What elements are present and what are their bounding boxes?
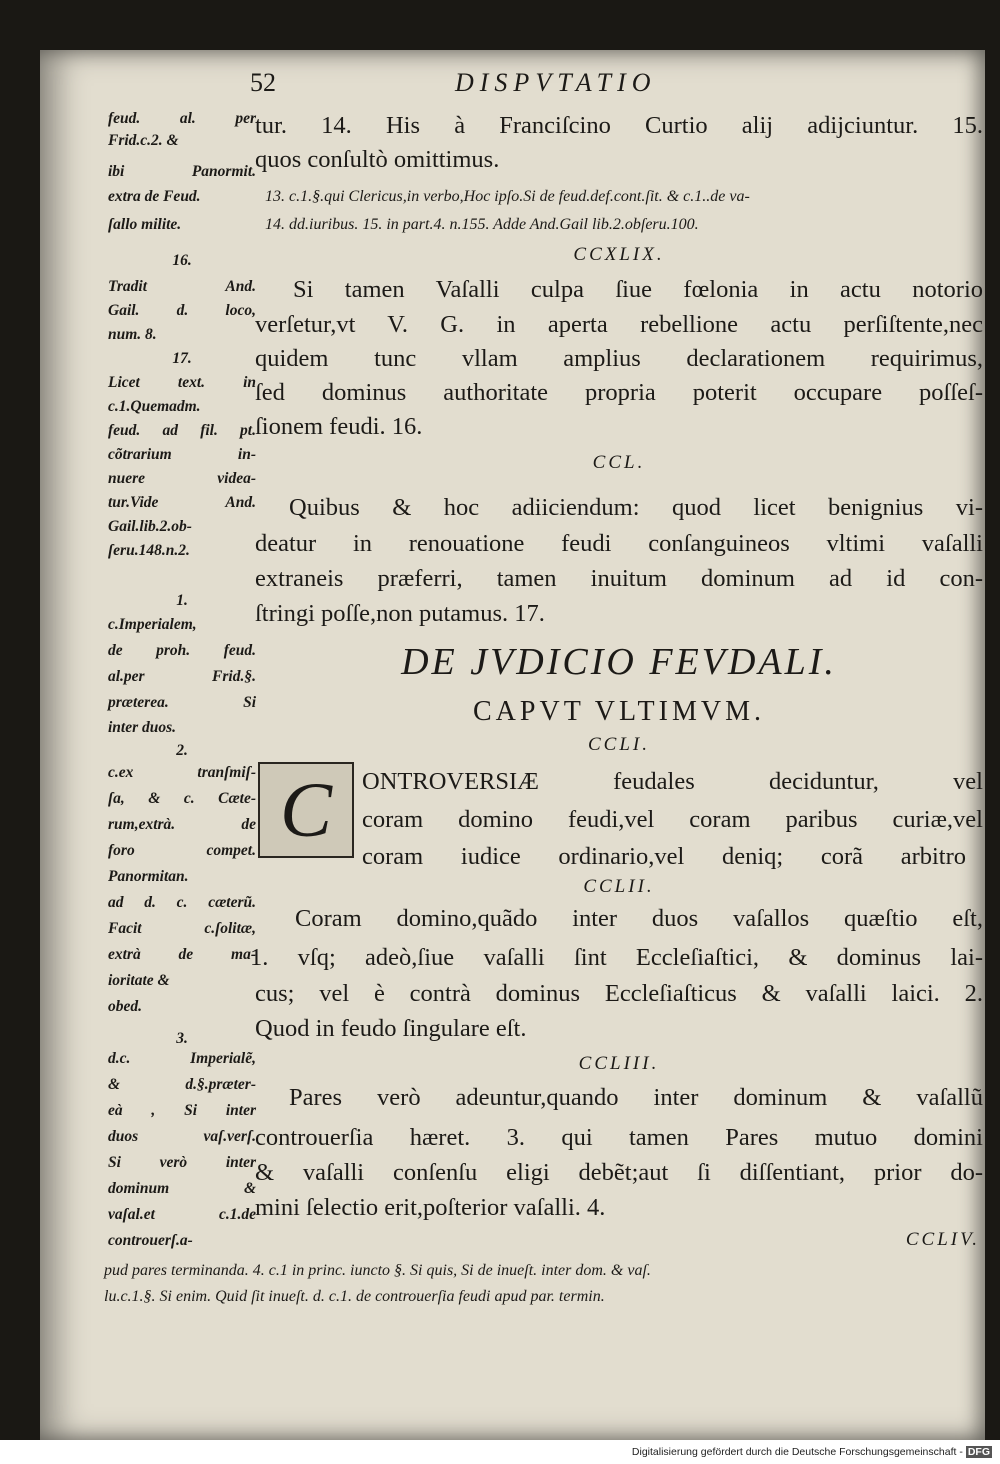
margin-note-line: ſeru.148.n.2.: [108, 542, 190, 559]
text-line: 1. vſq; adeò,ſiue vaſalli ſint Eccleſiaſtici, & dominus lai-: [250, 944, 983, 971]
text-line: ſionem feudi. 16.: [255, 413, 423, 440]
margin-note-number: 16.: [172, 252, 192, 269]
margin-note-line: extra de Feud.: [108, 188, 201, 205]
text-line: tur. 14. His à Franciſcino Curtio alij adijciuntur. 15.: [255, 112, 983, 139]
margin-note-line: extrà de ma-: [108, 946, 256, 963]
margin-note-line: dominum &: [108, 1180, 256, 1197]
margin-note-line: al.per Frid.§.: [108, 668, 256, 685]
footnote-line: 13. c.1.§.qui Clericus,in verbo,Hoc ipſo.Si de feud.def.cont.ſit. & c.1..de va-: [265, 188, 750, 205]
margin-note-line: Gail.lib.2.ob-: [108, 518, 192, 535]
margin-note-line: duos vaſ.verſ.: [108, 1128, 256, 1145]
text-line: extraneis præferri, tamen inuitum dominum ad id con-: [255, 565, 983, 592]
text-line: Si tamen Vaſalli culpa ſiue fœlonia in actu notorio: [293, 276, 983, 303]
chapter-heading: DE JVDICIO FEVDALI.: [401, 641, 837, 683]
margin-note-line: inter duos.: [108, 719, 177, 736]
margin-note-line: & d.§.præter-: [108, 1076, 256, 1093]
text-line: ſed dominus authoritate propria poterit occupare poſſeſ-: [255, 379, 983, 406]
text-line: controuerſia hæret. 3. qui tamen Pares mutuo domini: [255, 1124, 983, 1151]
text-line: coram iudice ordinario,vel deniq; corã arbitro: [362, 843, 966, 870]
margin-note-line: tur.Vide And.: [108, 494, 256, 511]
text-line: Pares verò adeuntur,quando inter dominum & vaſallũ: [289, 1084, 983, 1111]
section-number: CCLIV.: [905, 1229, 980, 1250]
text-line: coram domino feudi,vel coram paribus curiæ,vel: [362, 806, 983, 833]
section-number: CCLIII.: [578, 1053, 660, 1074]
section-number: CCL.: [592, 452, 646, 473]
text-line: Coram domino,quãdo inter duos vaſallos quæſtio eſt,: [295, 905, 983, 932]
section-number: CCLII.: [583, 876, 655, 897]
margin-note-line: præterea. Si: [108, 694, 256, 711]
text-line: quidem tunc vllam amplius declarationem requirimus,: [255, 345, 983, 372]
margin-note-line: Licet text. in: [108, 374, 256, 391]
footnote-line: pud pares terminanda. 4. c.1 in princ. iuncto §. Si quis, Si de inueſt. inter dom. & vaſ.: [104, 1262, 651, 1279]
margin-note-line: rum,extrà. de: [108, 816, 256, 833]
text-line: & vaſalli conſenſu eligi debẽt;aut ſi diſſentiant, prior do-: [255, 1159, 983, 1186]
text-line: deatur in renouatione feudi conſanguineos vltimi vaſalli: [255, 530, 983, 557]
margin-note-number: 2.: [176, 742, 188, 759]
page-number: 52: [250, 68, 276, 97]
margin-note-line: Panormitan.: [108, 868, 189, 885]
footnote-line: lu.c.1.§. Si enim. Quid ſit inueſt. d. c.1. de controuerſia feudi apud par. termin.: [104, 1288, 605, 1305]
text-line: Quod in feudo ſingulare eſt.: [255, 1015, 527, 1042]
footnote-line: 14. dd.iuribus. 15. in part.4. n.155. Adde And.Gail lib.2.obſeru.100.: [265, 216, 699, 233]
text-line: ſtringi poſſe,non putamus. 17.: [255, 600, 545, 627]
margin-note-line: vaſal.et c.1.de: [108, 1206, 256, 1223]
margin-note-number: 3.: [176, 1030, 188, 1047]
margin-note-number: 1.: [176, 592, 188, 609]
text-line: ONTROVERSIÆ feudales deciduntur, vel: [362, 768, 983, 795]
margin-note-line: ad d. c. cæterũ.: [108, 894, 256, 911]
margin-note-line: d.c. Imperialẽ,: [108, 1050, 256, 1067]
margin-note-line: feud. ad fil. pt.: [108, 422, 256, 439]
section-number: CCXLIX.: [573, 244, 665, 265]
margin-note-line: ſa, & c. Cæte-: [108, 790, 256, 807]
margin-note-line: foro compet.: [108, 842, 256, 859]
margin-note-line: de proh. feud.: [108, 642, 256, 659]
margin-note-line: c.ex tranſmiſ-: [108, 764, 256, 781]
text-line: verſetur,vt V. G. in aperta rebellione actu perſiſtente,nec: [255, 311, 983, 338]
margin-note-line: Facit c.ſolitæ,: [108, 920, 256, 937]
margin-note-line: num. 8.: [108, 326, 157, 343]
margin-note-line: Frid.c.2. &: [108, 132, 179, 149]
margin-note-line: c.Imperialem,: [108, 616, 197, 633]
text-line: quos conſultò omittimus.: [255, 146, 500, 173]
dfg-logo: DFG: [967, 1446, 990, 1458]
margin-note-line: c.1.Quemadm.: [108, 398, 201, 415]
digitization-credit: [632, 1446, 992, 1458]
margin-note-line: controuerſ.a-: [108, 1232, 193, 1249]
decorated-initial: C: [258, 762, 354, 858]
margin-note-line: Gail. d. loco,: [108, 302, 256, 319]
text-line: mini ſelectio erit,poſterior vaſalli. 4.: [255, 1194, 606, 1221]
margin-note-line: Si verò inter: [108, 1154, 256, 1171]
chapter-subheading: CAPVT VLTIMVM.: [473, 696, 765, 727]
text-line: Quibus & hoc adiiciendum: quod licet benignius vi-: [289, 494, 983, 521]
margin-note-line: feud. al. per: [108, 110, 256, 127]
margin-note-line: cõtrarium in-: [108, 446, 256, 463]
margin-note-line: nuere videa-: [108, 470, 256, 487]
margin-note-line: ioritate &: [108, 972, 170, 989]
credit-text: Digitalisierung gefördert durch die Deutsche Forschungsgemeinschaft -: [631, 1446, 963, 1458]
text-line: cus; vel è contrà dominus Eccleſiaſticus & vaſalli laici. 2.: [255, 980, 983, 1007]
margin-note-line: obed.: [108, 998, 143, 1015]
margin-note-line: ſallo milite.: [108, 216, 182, 233]
margin-note-number: 17.: [172, 350, 192, 367]
margin-note-line: Tradit And.: [108, 278, 256, 295]
running-title: DISPVTATIO: [455, 68, 657, 97]
margin-note-line: ibi Panormit.: [108, 163, 256, 180]
margin-note-line: eà , Si inter: [108, 1102, 256, 1119]
section-number: CCLI.: [588, 734, 650, 755]
